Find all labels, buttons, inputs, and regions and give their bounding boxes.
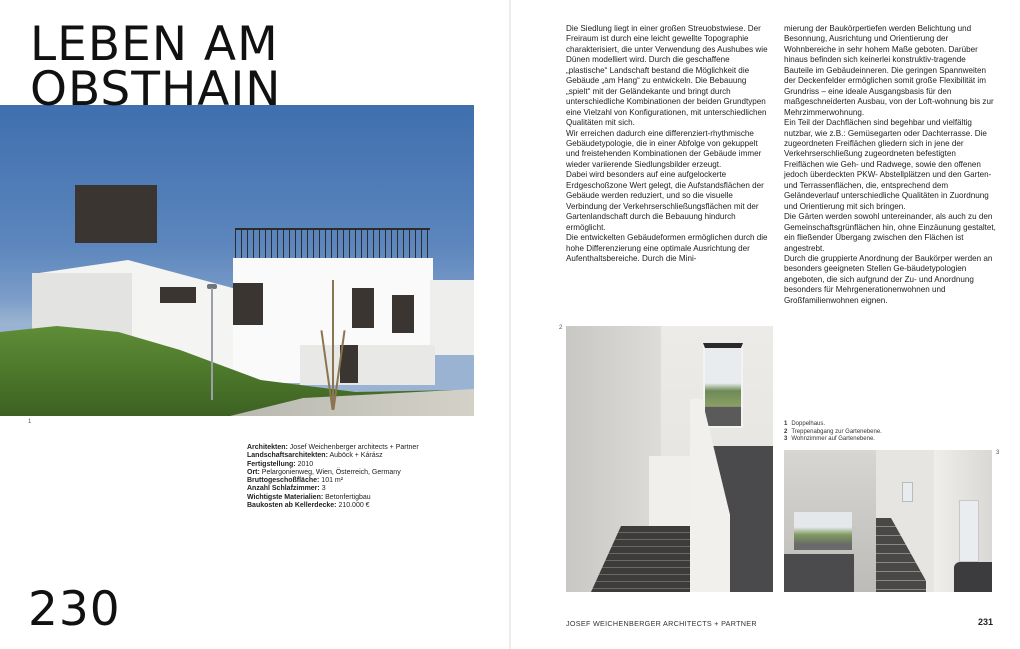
photo-street-lamp xyxy=(211,288,213,400)
paragraph: Die Gärten werden sowohl untereinander, als auch zu den Gemeinschaftsgrünflächen hin, ohne Einzäunung gestaltet, ein fließender Übergang zwischen den Flächen ist angestrebt. xyxy=(784,212,996,253)
photo-living-room xyxy=(784,450,992,592)
photo-window xyxy=(352,288,374,328)
caption-item: 1 Doppelhaus. xyxy=(784,421,826,427)
paragraph: mierung der Baukörpertiefen werden Belichtung und Besonnung, Ausrichtung und Orientierung der Wohnbereiche in sehr hohem Maße geboten. Darüber hinaus befinden sich keinerlei konstruktiv-tragende Bauteile im Gebäudeinneren. Die geringen Spannweiten der Deckenfelder ermöglichen somit große Flexibilität im Grundriss – eine ideale Ausgangsbasis für den maßgeschneiderten Ausbau, von der Loft-wohnung bis zur Mehrzimmerwohnung. xyxy=(784,24,994,117)
paragraph: Dabei wird besonders auf eine aufgelockerte Erdgeschoßzone Wert gelegt, die Aufstandsflächen der Gebäude werden reduziert, und so die visuelle Verbindung der Verkehrserschließungsflächen mit der Gartenlandschaft durch die Bebauung hindurch ermöglicht. xyxy=(566,170,764,232)
photo-young-tree xyxy=(318,270,348,410)
figure-number-3: 3 xyxy=(996,450,1000,456)
paragraph: Durch die gruppierte Anordnung der Baukörper werden an besonders geeigneten Stellen Ge-bäudetypologien angeboten, die sich aufgrund der Zu- und Anordnung besonders für Mehrgenerationenwohnen und Großfamilienwohnen eignen. xyxy=(784,253,993,305)
caption-item: 3 Wohnzimmer auf Gartenebene. xyxy=(784,436,875,442)
body-text-column-1 xyxy=(566,24,770,264)
photo-sofa xyxy=(954,562,992,592)
title-line-1: LEBEN AM xyxy=(30,17,279,72)
book-gutter xyxy=(509,0,511,649)
fact-row: Baukosten ab Kellerdecke: 210.000 € xyxy=(247,502,370,510)
page-number-right: 231 xyxy=(978,617,994,627)
photo-staircase xyxy=(566,326,773,592)
photo-window xyxy=(233,283,263,325)
fact-row: Wichtigste Materialien: Betonfertigbau xyxy=(247,493,371,501)
running-footer: JOSEF WEICHENBERGER ARCHITECTS + PARTNER xyxy=(566,619,757,628)
photo-window xyxy=(392,295,414,333)
photo-window-strip xyxy=(160,287,196,303)
fact-row: Anzahl Schlafzimmer: 3 xyxy=(247,485,326,493)
paragraph: Ein Teil der Dachflächen sind begehbar und vielfältig nutzbar, wie z.B.: Gemüsegarten oder Dachterrasse. Die zugeordneten Freiflächen gliedern sich in jene der Verkehrserschließung zugeordneten befestigten Freiflächen wie Geh- und Radwege, sowie den offenen jedoch überdeckten PKW- Abstellplätzen und den Garten- und Terrassenflächen, die, entsprechend dem Geländeverlauf unterschiedliche Qualitäten in Zuordnung und Orientierung mit sich bringen. xyxy=(784,118,992,211)
project-facts xyxy=(247,444,419,510)
fact-row: Landschaftsarchitekten: Auböck + Kárász xyxy=(247,452,383,460)
paragraph: Die Siedlung liegt in einer großen Streuobstwiese. Der Freiraum ist durch eine leicht gewellte Topographie charakterisiert, die unter Verwendung des Aushubes wie Dünen modelliert wird. Durch die geschaffene „plastische“ Landschaft bestand die Möglichkeit die Gebäude „am Hang“ zu entwickeln. Die Bebauung „spielt“ mit der Geländekante und bringt durch unterschiedliche Kombinationen der beiden Grundtypen eine Vielzahl von Konfigurationen, mit unterschiedlichen Qualitäten mit sich. xyxy=(566,24,768,128)
photo-roof-railing xyxy=(235,228,430,262)
title-line-2: OBSTHAIN xyxy=(30,62,282,117)
photo-window xyxy=(794,512,852,550)
photo-stair-opening xyxy=(649,456,691,526)
page-number-left: 230 xyxy=(28,582,121,637)
photo-window-large xyxy=(75,185,157,243)
photo-window xyxy=(959,500,979,562)
caption-item: 2 Treppenabgang zur Gartenebene. xyxy=(784,428,882,435)
paragraph: Die entwickelten Gebäudeformen ermöglichen durch die hohe Differenzierung eine optimale Ausrichtung der Aufenthaltsbereiche. Durch die Mini- xyxy=(566,233,768,263)
article-title xyxy=(30,17,282,117)
photo-window-small xyxy=(902,482,913,502)
photo-floor xyxy=(784,554,854,592)
fact-row: Bruttogeschoßfläche: 101 m² xyxy=(247,477,344,485)
photo-window xyxy=(703,343,743,428)
figure-number-2: 2 xyxy=(559,325,563,331)
photo-building-neighbor xyxy=(430,280,474,355)
paragraph: Wir erreichen dadurch eine differenziert-rhythmische Gebäudetypologie, die in einer Abfolge von gekuppelt und freistehenden Kombinationen der Gebäude immer wieder variierende Siedlungsbilder erzeugt. xyxy=(566,128,762,169)
fact-row: Fertigstellung: 2010 xyxy=(247,460,314,468)
figure-captions xyxy=(784,421,882,444)
fact-row: Architekten: Josef Weichenberger architects + Partner xyxy=(247,444,419,451)
figure-number-1: 1 xyxy=(28,419,32,425)
photo-exterior xyxy=(0,105,474,416)
body-text-column-2 xyxy=(784,24,996,306)
fact-row: Ort: Pelargonienweg, Wien, Österreich, Germany xyxy=(247,468,401,476)
